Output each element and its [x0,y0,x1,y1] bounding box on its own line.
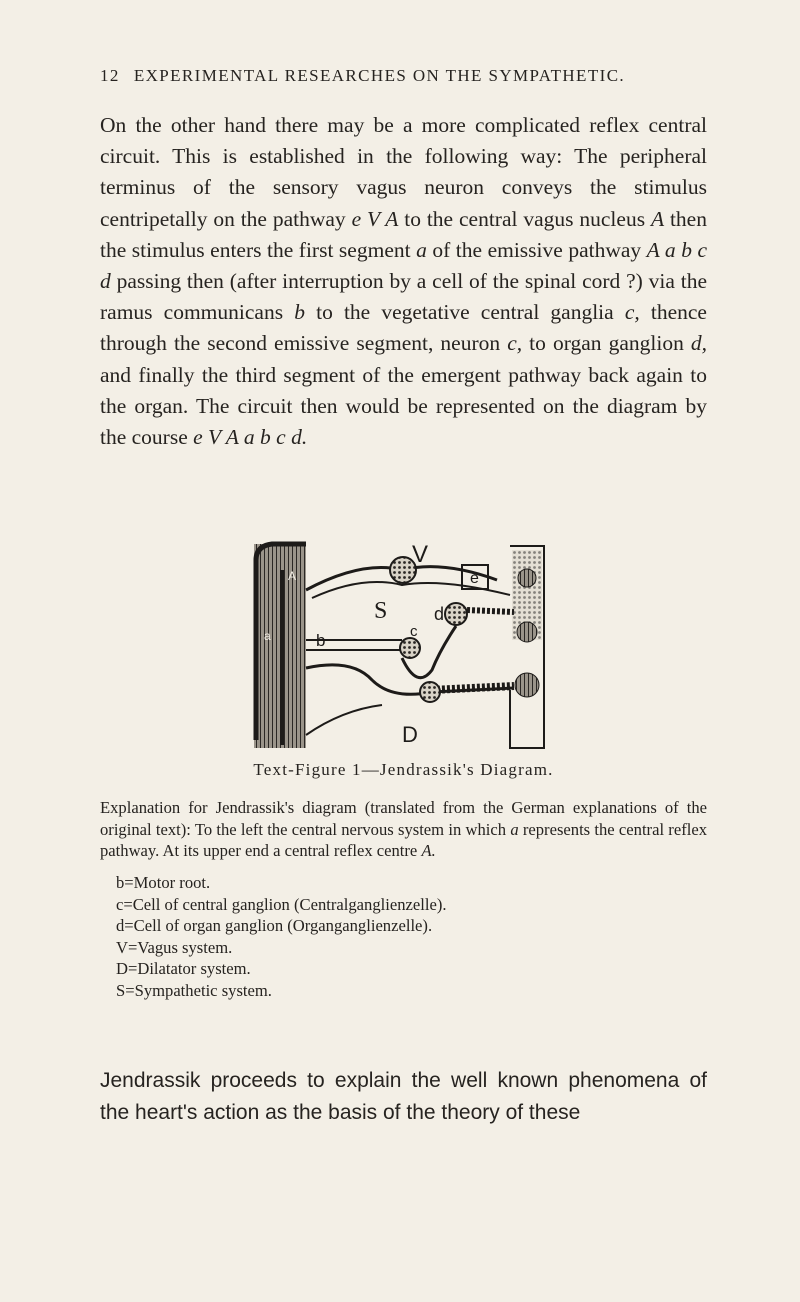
text-run: Explanation for Jendrassik's diagram (translated from the German explanations of the original text): To the left the central nervous system in which [100,798,707,839]
running-header [100,66,740,86]
italic-run: a [416,237,427,262]
italic-run: c, [507,331,523,356]
text-run: passing then (after interruption by a cell of the spinal cord ?) via the ramus communicans [100,269,707,325]
label-a: a [264,629,271,643]
label-d: d [434,604,445,624]
paragraph-1-text [100,110,707,453]
legend-item: S=Sympathetic system. [116,980,272,1000]
italic-run: a [510,819,519,839]
text-run: and finally the third segment of the emergent pathway back again to the organ. The circuit then would be represented on the diagram by the course [100,362,707,450]
italic-run: d, [690,331,707,356]
legend-item: c=Cell of central ganglion (Centralganglienzelle). [116,894,447,914]
explanation-text [100,797,707,862]
text-run: to organ ganglion [522,331,691,356]
legend-list [116,872,676,1002]
text-run: of the emissive pathway [426,237,647,262]
legend-item: D=Dilatator system. [116,959,251,979]
figure-caption: Text-Figure 1—Jendrassik's Diagram. [253,760,554,779]
italic-run: c, [624,300,640,325]
italic-run: A [650,206,665,231]
label-D: D [402,722,418,747]
figure-explanation [100,797,707,862]
body-paragraph-1 [100,110,707,453]
italic-run: e V A a b c d. [193,425,308,450]
text-run: then the stimulus enters the first segment [100,206,707,262]
text-run: represents the central reflex pathway. At its upper end a central reflex centre [100,819,707,860]
organ-ganglion-d [445,603,467,625]
legend-item: d=Cell of organ ganglion (Organganglienzelle). [116,916,433,936]
label-V: V [412,541,429,568]
label-b: b [316,631,326,650]
paragraph-2-text: Jendrassik proceeds to explain the well known phenomena of the heart's action as the basis of the theory of these [100,1069,707,1124]
label-A: A [288,569,297,583]
legend-item: b=Motor root. [116,873,211,892]
running-title: EXPERIMENTAL RESEARCHES ON THE SYMPATHETIC. [133,66,626,85]
central-ganglion-c [400,638,420,658]
body-paragraph-2 [100,1065,707,1129]
text-run: to the central vagus nucleus [398,206,651,231]
page-number: 12 [100,66,120,85]
legend-item: V=Vagus system. [116,937,233,957]
label-c: c [410,623,418,640]
italic-run: b [294,300,305,325]
label-e: e [470,570,479,587]
italic-run: A. [421,841,436,860]
text-run: On the other hand there may be a more complicated reflex central circuit. This is established in the following way: The peripheral terminus of the sensory vagus neuron conveys the stimulus centripetally on the pathway [100,113,707,231]
italic-run: A a b c d [100,237,707,294]
text-run: to the vegetative central ganglia [304,300,625,325]
jendrassik-diagram [252,540,552,752]
text-run: thence through the second emissive segment, neuron [100,300,707,356]
label-S: S [374,598,388,624]
italic-run: e V A [351,206,399,231]
